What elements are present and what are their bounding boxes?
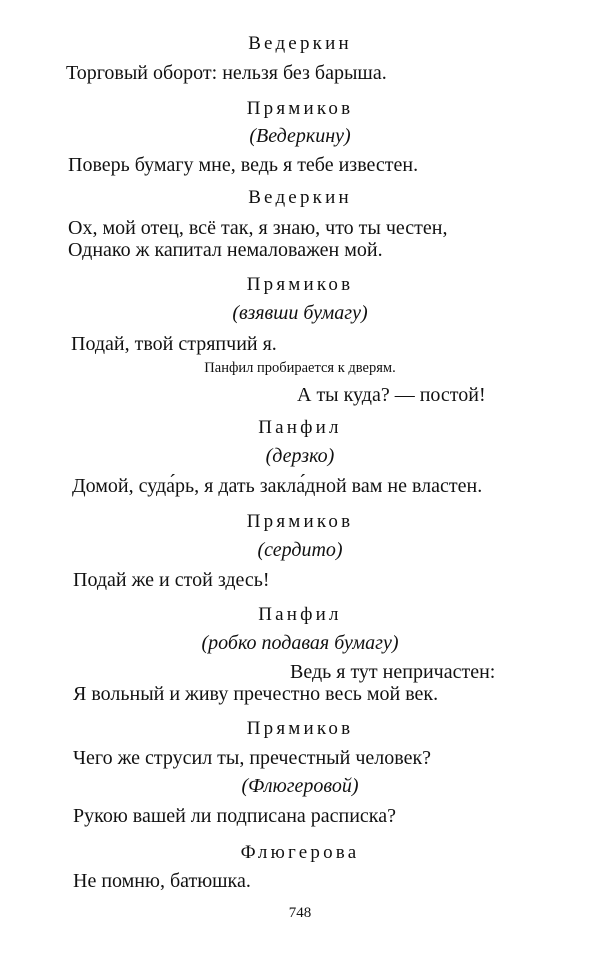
stage-direction: (дерзко) xyxy=(265,445,335,467)
verse-line: Подай, твой стряпчий я. xyxy=(71,333,277,355)
verse-line: Рукою вашей ли подписана расписка? xyxy=(73,805,396,827)
speaker-name: Флюгерова xyxy=(240,842,360,863)
speaker-name: Прямиков xyxy=(246,98,354,119)
verse-line: Подай же и стой здесь! xyxy=(73,569,270,591)
stage-direction: (сердито) xyxy=(257,539,343,561)
speaker-name: Ведеркин xyxy=(248,187,352,208)
page-number: 748 xyxy=(288,905,312,921)
verse-line: А ты куда? — постой! xyxy=(297,384,486,406)
stage-note: Панфил пробирается к дверям. xyxy=(204,360,396,376)
verse-line: Я вольный и живу пречестно весь мой век. xyxy=(73,683,439,705)
stage-direction: (Ведеркину) xyxy=(249,125,351,147)
verse-line: Домой, суда́рь, я дать закла́дной вам не властен. xyxy=(72,475,483,497)
speaker-name: Прямиков xyxy=(246,511,354,532)
speaker-name: Ведеркин xyxy=(248,33,352,54)
verse-line: Однако ж капитал немаловажен мой. xyxy=(68,239,383,261)
verse-line: Ох, мой отец, всё так, я знаю, что ты честен, xyxy=(68,217,448,239)
verse-line: Не помню, батюшка. xyxy=(73,870,251,892)
stage-direction: (робко подавая бумагу) xyxy=(201,632,399,654)
speaker-name: Панфил xyxy=(258,604,342,625)
verse-line: Ведь я тут непричастен: xyxy=(290,661,496,683)
verse-line: Чего же струсил ты, пречестный человек? xyxy=(73,747,432,769)
speaker-name: Панфил xyxy=(258,417,342,438)
verse-line: Торговый оборот: нельзя без барыша. xyxy=(66,62,387,84)
stage-direction: (взявши бумагу) xyxy=(232,302,368,324)
verse-line: Поверь бумагу мне, ведь я тебе известен. xyxy=(68,154,419,176)
speaker-name: Прямиков xyxy=(246,274,354,295)
stage-direction: (Флюгеровой) xyxy=(241,775,359,797)
speaker-name: Прямиков xyxy=(246,718,354,739)
